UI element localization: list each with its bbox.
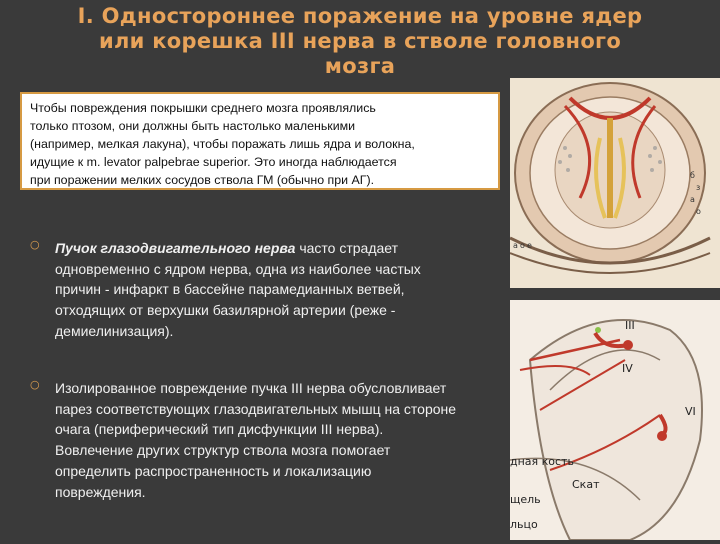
figure-label: е (527, 241, 532, 250)
bone-label: дная кость (510, 455, 574, 468)
figure-label: а (513, 241, 518, 250)
callout-line: Чтобы повреждения покрышки среднего мозга проявлялись (30, 101, 376, 115)
bullet-line: отходящих от верхушки базилярной артерии (реже - (55, 302, 396, 319)
figure-label: о (696, 207, 701, 216)
clivus-label: Скат (572, 478, 600, 491)
bullet-line: Изолированное повреждение пучка III нерва обусловливает (55, 380, 447, 396)
figure-label: з (696, 183, 701, 192)
bullet-marker-icon: ○ (30, 378, 40, 391)
bullet-line: демиелинизация). (55, 322, 174, 339)
bullet-line: определить распространенность и локализацию (55, 462, 372, 479)
bullet-emphasis: Пучок глазодвигательного нерва (55, 240, 296, 256)
bullet-line: одновременно с ядром нерва, одна из наиболее частых (55, 260, 421, 277)
bullet-line: повреждения. (55, 483, 146, 500)
callout-line: идущие к m. levator palpebrae superior. Это иногда наблюдается (30, 155, 397, 169)
slide-title (0, 4, 720, 79)
bullet-line (55, 238, 421, 259)
nerve-label-vi: VI (685, 405, 696, 418)
figure-label: б (690, 171, 695, 180)
title-line: I. Одностороннее поражение на уровне ядер (77, 4, 643, 28)
callout-line: при поражении мелких сосудов ствола ГМ (обычно при АГ). (30, 173, 375, 187)
title-line: или корешка III нерва в стволе головного (98, 29, 622, 53)
title-line: мозга (324, 54, 396, 78)
figure-label: о (520, 241, 525, 250)
callout-box (20, 92, 500, 190)
bullet-line: Вовлечение других структур ствола мозга помогает (55, 442, 391, 459)
gap-label: щель (510, 493, 541, 506)
bullet-marker-icon: ○ (30, 238, 40, 251)
callout-line: только птозом, они должны быть настолько маленькими (30, 119, 356, 133)
callout-line: (например, мелкая лакуна), чтобы поражать лишь ядра и волокна, (30, 137, 415, 151)
figure-label: а (690, 195, 695, 204)
bullet-line: парез соответствующих глазодвигательных мышц на стороне (55, 400, 457, 417)
midbrain-section-image (510, 78, 720, 288)
ring-label: льцо (510, 518, 538, 531)
nerve-label-iv: IV (622, 362, 633, 375)
brainstem-nerves-image (510, 300, 720, 540)
nerve-label-iii: III (625, 319, 635, 332)
bullet-line: очага (периферический тип дисфункции III нерва). (55, 421, 384, 438)
bullet-text: часто страдает (295, 240, 399, 256)
bullet-line: причин - инфаркт в бассейне парамедианных ветвей, (55, 281, 405, 298)
